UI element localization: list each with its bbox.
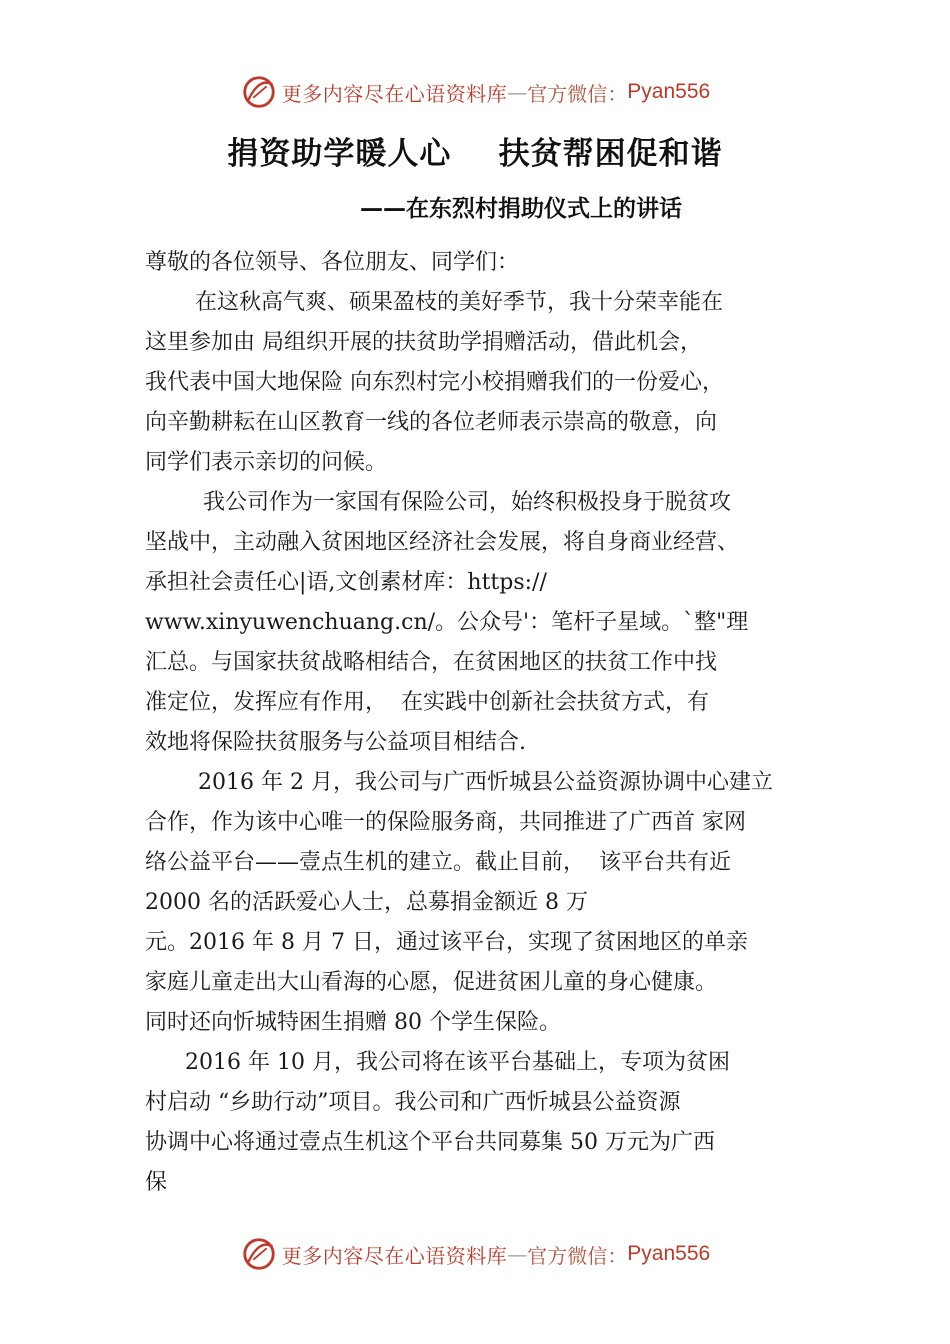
watermark-slogan: 更多内容尽在心语资料库 — [281, 1243, 508, 1268]
body-line: 络公益平台——壹点生机的建立。截止目前， 该平台共有近 — [145, 850, 731, 875]
watermark-wechat-id: Pyan556 — [627, 1242, 711, 1265]
body-line: www.xinyuwenchuang.cn/。公众号'：笔杆子星域。`整"理 — [145, 610, 749, 635]
watermark-logo-icon — [240, 73, 278, 111]
watermark-separator: — — [507, 80, 528, 104]
body-line: 坚战中，主动融入贫困地区经济社会发展，将自身商业经营、 — [145, 530, 740, 555]
document-subtitle: ——在东烈村捐助仪式上的讲话 — [360, 196, 682, 222]
body-line: 2016 年 10 月，我公司将在该平台基础上，专项为贫困 — [185, 1050, 730, 1075]
body-line: 村启动 “乡助行动”项目。我公司和广西忻城县公益资源 — [145, 1090, 681, 1115]
watermark-separator: — — [507, 1242, 528, 1266]
body-line: 家庭儿童走出大山看海的心愿，促进贫困儿童的身心健康。 — [145, 970, 718, 995]
watermark-wechat-id: Pyan556 — [627, 80, 711, 103]
body-line: 我公司作为一家国有保险公司，始终积极投身于脱贫攻 — [203, 490, 732, 515]
body-line: 2000 名的活跃爱心人士，总募捐金额近 8 万 — [145, 890, 588, 915]
body-line: 这里参加由 局组织开展的扶贫助学捐赠活动，借此机会， — [145, 330, 702, 355]
body-line: 协调中心将通过壹点生机这个平台共同募集 50 万元为广西 — [145, 1130, 715, 1155]
body-line: 承担社会责任心|语,文创素材库：https:// — [145, 570, 547, 595]
watermark-header — [0, 70, 950, 114]
body-line: 汇总。与国家扶贫战略相结合，在贫困地区的扶贫工作中找 — [145, 650, 718, 675]
body-line: 我代表中国大地保险 向东烈村完小校捐赠我们的一份爱心， — [145, 370, 724, 395]
body-line: 2016 年 2 月，我公司与广西忻城县公益资源协调中心建立 — [198, 770, 773, 795]
body-line: 同时还向忻城特困生捐赠 80 个学生保险。 — [145, 1010, 561, 1035]
body-line: 同学们表示亲切的问候。 — [145, 450, 388, 475]
watermark-wechat-label: 官方微信： — [527, 1243, 628, 1268]
watermark-slogan: 更多内容尽在心语资料库 — [281, 81, 508, 106]
watermark-logo-icon — [240, 1235, 278, 1273]
watermark-footer — [0, 1232, 950, 1276]
watermark-wechat-label: 官方微信： — [527, 81, 628, 106]
body-line: 尊敬的各位领导、各位朋友、同学们： — [145, 250, 520, 275]
body-line: 效地将保险扶贫服务与公益项目相结合. — [145, 730, 526, 755]
body-line: 准定位，发挥应有作用， 在实践中创新社会扶贫方式，有 — [145, 690, 709, 715]
body-line: 元。2016 年 8 月 7 日，通过该平台，实现了贫困地区的单亲 — [145, 930, 748, 955]
body-line: 保 — [145, 1170, 168, 1195]
document-title: 捐资助学暖人心 扶贫帮困促和谐 — [227, 136, 723, 172]
body-line: 合作，作为该中心唯一的保险服务商，共同推进了广西首 家网 — [145, 810, 746, 835]
body-line: 在这秋高气爽、硕果盈枝的美好季节，我十分荣幸能在 — [195, 290, 724, 315]
body-line: 向辛勤耕耘在山区教育一线的各位老师表示崇高的敬意，向 — [145, 410, 718, 435]
